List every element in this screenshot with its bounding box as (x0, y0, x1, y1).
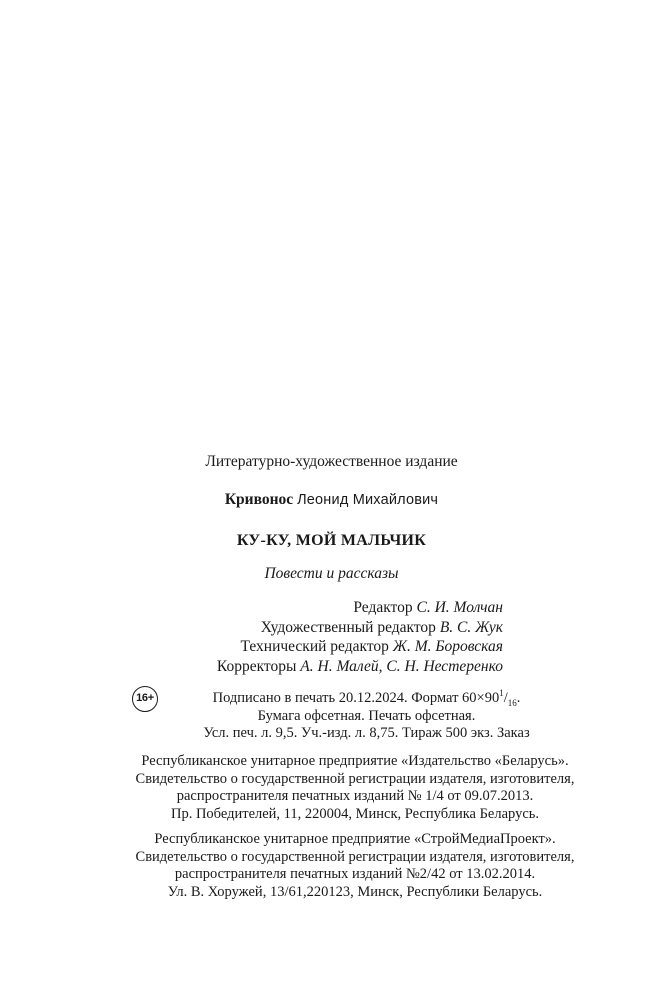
publisher-block-1 (120, 753, 590, 823)
format-denominator: 16 (507, 697, 517, 708)
genre-label: Литературно-художественное издание (205, 453, 458, 470)
printer-line: распространителя печатных изданий №2/42 от 13.02.2014. (174, 866, 536, 882)
print-signed-text: Подписано в печать 20.12.2024. Формат 60×90 (212, 690, 500, 706)
publisher-block-2 (120, 831, 590, 901)
format-separator: / (503, 690, 508, 706)
format-numerator: 1 (499, 688, 504, 699)
format-fraction (499, 690, 517, 706)
credit-role: Редактор (353, 599, 413, 616)
print-info-block (190, 690, 543, 743)
credit-line-proofreaders (160, 657, 503, 677)
book-subtitle: Повести и рассказы (264, 565, 399, 582)
credit-role: Художественный редактор (260, 618, 436, 636)
book-title: КУ-КУ, МОЙ МАЛЬЧИК (236, 532, 427, 549)
credit-role: Корректоры (216, 657, 297, 675)
credits-block (160, 598, 503, 676)
printer-line: Ул. В. Хоружей, 13/61,220123, Минск, Республики Беларусь. (167, 883, 543, 900)
print-signed-suffix: . (516, 690, 521, 706)
credit-role: Технический редактор (240, 638, 389, 655)
publisher-line: распространителя печатных изданий № 1/4 от 09.07.2013. (176, 788, 534, 804)
author-name (0, 491, 663, 509)
credit-person: Ж. М. Боровская (392, 638, 503, 655)
author-surname: Кривонос (224, 491, 294, 508)
publisher-line: Республиканское унитарное предприятие «Издательство «Беларусь». (141, 753, 569, 769)
credit-line-tech-editor (160, 637, 503, 657)
publisher-line: Пр. Победителей, 11, 220004, Минск, Республика Беларусь. (170, 805, 540, 822)
credit-person: А. Н. Малей, С. Н. Нестеренко (300, 657, 503, 675)
age-rating-badge: 16+ (132, 686, 158, 712)
credit-person: В. С. Жук (439, 618, 503, 636)
print-sheets-line: Усл. печ. л. 9,5. Уч.-изд. л. 8,75. Тираж 500 экз. Заказ (203, 725, 530, 741)
printer-line: Свидетельство о государственной регистрации издателя, изготовителя, (135, 848, 575, 865)
print-signed-line (190, 690, 543, 708)
publisher-line: Свидетельство о государственной регистрации издателя, изготовителя, (135, 770, 575, 787)
credit-person: С. И. Молчан (416, 599, 503, 616)
author-given-names: Леонид Михайлович (297, 492, 439, 508)
credit-line-art-editor (160, 618, 503, 638)
printer-line: Республиканское унитарное предприятие «СтройМедиаПроект». (154, 831, 556, 847)
credit-line-editor (160, 598, 503, 618)
print-paper-line: Бумага офсетная. Печать офсетная. (257, 707, 476, 724)
